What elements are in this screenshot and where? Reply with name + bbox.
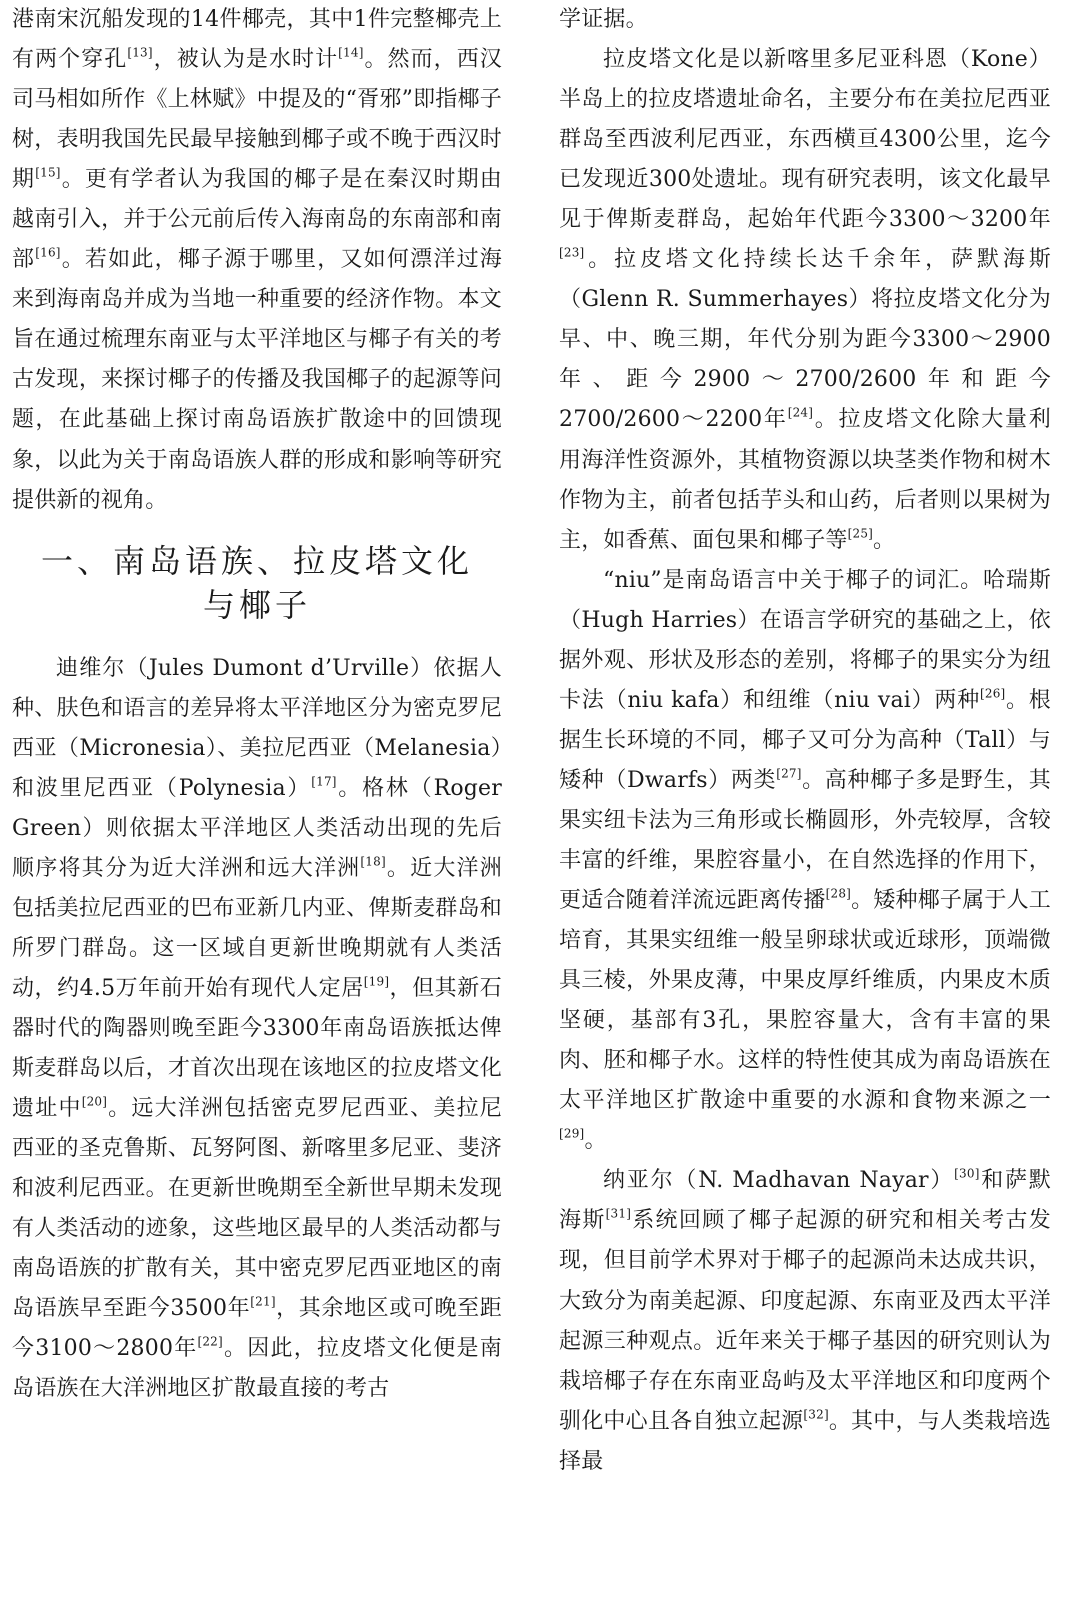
citation-marker: [25]	[847, 526, 874, 541]
text-run: 。近大洋洲包括美拉尼西亚的巴布亚新几内亚、俾斯麦群岛和所罗门群岛。这一区域自更新世晚期就有人类活动，约4.5万年前开始有现代人定居	[12, 855, 502, 1001]
paragraph-niu	[559, 561, 1051, 1162]
left-column	[12, 0, 502, 1410]
text-run: 。因此，拉皮塔文化便是南岛语族在大洋洲地区扩散最直接的考古	[12, 1336, 502, 1402]
citation-marker: [28]	[825, 886, 852, 901]
text-run: “niu”是南岛语言中关于椰子的词汇。哈瑞斯（Hugh Harries）在语言学研究的基础之上，依据外观、形状及形态的差别，将椰子的果实分为纽卡法（niu kafa）和纽维（niu vai）两种	[559, 567, 1051, 713]
text-run: 。其中，与人类栽培选择最	[559, 1408, 1051, 1474]
section-heading-line-2: 与椰子	[202, 585, 311, 624]
citation-marker: [31]	[605, 1206, 632, 1221]
paragraph-evidence-continued	[559, 0, 1051, 40]
text-run: ，但其新石器时代的陶器则晚至距今3300年南岛语族抵达俾斯麦群岛以后，才首次出现在该地区的拉皮塔文化遗址中	[12, 975, 502, 1122]
text-run: 港南宋沉船发现的14件椰壳，其中1件完整椰壳上有两个穿孔	[12, 7, 502, 73]
citation-marker: [17]	[311, 774, 337, 789]
citation-marker: [18]	[360, 854, 386, 869]
citation-marker: [21]	[250, 1294, 276, 1309]
paragraph-intro-continued	[12, 0, 502, 521]
citation-marker: [14]	[338, 45, 364, 60]
citation-marker: [13]	[127, 45, 153, 60]
text-run: 纳亚尔（N. Madhavan Nayar）	[603, 1168, 955, 1194]
text-run: 。若如此，椰子源于哪里，又如何漂洋过海来到海南岛并成为当地一种重要的经济作物。本文旨在通过梳理东南亚与太平洋地区与椰子有关的考古发现，来探讨椰子的传播及我国椰子的起源等问题，在此基础上探讨南岛语族扩散途中的回馈现象，以此为关于南岛语族人群的形成和影响等研究提供新的视角。	[12, 247, 502, 513]
citation-marker: [27]	[776, 766, 802, 781]
citation-marker: [15]	[35, 165, 61, 180]
text-run: 。拉皮塔文化持续长达千余年，萨默海斯（Glenn R. Summerhayes）将拉皮塔文化分为早、中、晚三期，年代分别为距今3300～2900年、距今2900～2700/2600年和距今2700/2600～2200年	[559, 247, 1051, 433]
right-column	[559, 0, 1051, 1482]
text-run: 迪维尔（Jules Dumont d’Urville）依据人种、肤色和语言的差异将太平洋地区分为密克罗尼西亚（Micronesia）、美拉尼西亚（Melanesia）和波里尼西亚（Polynesia）	[12, 655, 502, 801]
text-run: 。远大洋洲包括密克罗尼西亚、美拉尼西亚的圣克鲁斯、瓦努阿图、新喀里多尼亚、斐济和波利尼西亚。在更新世晚期至全新世早期未发现有人类活动的迹象，这些地区最早的人类活动都与南岛语族的扩散有关，其中密克罗尼西亚地区的南岛语族早至距今3500年	[12, 1096, 502, 1322]
citation-marker: [16]	[35, 245, 61, 260]
text-run: 拉皮塔文化是以新喀里多尼亚科恩（Kone）半岛上的拉皮塔遗址命名，主要分布在美拉尼西亚群岛至西波利尼西亚，东西横亘4300公里，迄今已发现近300处遗址。现有研究表明，该文化最早见于俾斯麦群岛，起始年代距今3300～3200年	[559, 47, 1051, 233]
citation-marker: [19]	[363, 974, 390, 989]
text-run: 。拉皮塔文化除大量利用海洋性资源外，其植物资源以块茎类作物和树木作物为主，前者包括芋头和山药，后者则以果树为主，如香蕉、面包果和椰子等	[559, 407, 1051, 553]
text-run: 。	[584, 1128, 607, 1154]
citation-marker: [24]	[787, 405, 814, 420]
citation-marker: [23]	[559, 245, 585, 260]
text-run: 。根据生长环境的不同，椰子又可分为高种（Tall）与矮种（Dwarfs）两类	[559, 687, 1051, 793]
paragraph-urville	[12, 649, 502, 1410]
text-run: 。矮种椰子属于人工培育，其果实纽维一般呈卵球状或近球形，顶端微具三棱，外果皮薄，中果皮厚纤维质，内果皮木质坚硬，基部有3孔，果腔容量大，含有丰富的果肉、胚和椰子水。这样的特性使其成为南岛语族在太平洋地区扩散途中重要的水源和食物来源之一	[559, 888, 1051, 1114]
text-run: 和萨默海斯	[559, 1168, 1052, 1234]
text-run: ，其余地区或可晚至距今3100～2800年	[12, 1296, 502, 1362]
citation-marker: [22]	[197, 1334, 223, 1349]
text-run: 学证据。	[559, 7, 648, 32]
citation-marker: [30]	[954, 1166, 980, 1181]
text-run: 。	[873, 527, 896, 553]
section-heading	[12, 539, 502, 627]
text-run: 系统回顾了椰子起源的研究和相关考古发现，但目前学术界对于椰子的起源尚未达成共识，大致分为南美起源、印度起源、东南亚及西太平洋起源三种观点。近年来关于椰子基因的研究则认为栽培椰子存在东南亚岛屿及太平洋地区和印度两个驯化中心且各自独立起源	[559, 1208, 1051, 1434]
paragraph-lapita	[559, 40, 1051, 561]
paragraph-nayar	[559, 1161, 1051, 1481]
section-heading-line-1: 一、南岛语族、拉皮塔文化	[40, 541, 473, 580]
citation-marker: [20]	[81, 1094, 108, 1109]
text-run: 。高种椰子多是野生，其果实纽卡法为三角形或长椭圆形，外壳较厚，含较丰富的纤维，果腔容量小，在自然选择的作用下，更适合随着洋流远距离传播	[559, 767, 1052, 914]
text-run: 。格林（Roger Green）则依据太平洋地区人类活动出现的先后顺序将其分为近大洋洲和远大洋洲	[12, 775, 502, 881]
citation-marker: [29]	[559, 1126, 585, 1141]
text-run: 。然而，西汉司马相如所作《上林赋》中提及的“胥邪”即指椰子树，表明我国先民最早接触到椰子或不晚于西汉时期	[12, 47, 502, 193]
citation-marker: [32]	[803, 1407, 829, 1422]
text-run: 。更有学者认为我国的椰子是在秦汉时期由越南引入，并于公元前后传入海南岛的东南部和南部	[12, 167, 502, 273]
text-run: ，被认为是水时计	[152, 47, 339, 73]
citation-marker: [26]	[979, 686, 1006, 701]
